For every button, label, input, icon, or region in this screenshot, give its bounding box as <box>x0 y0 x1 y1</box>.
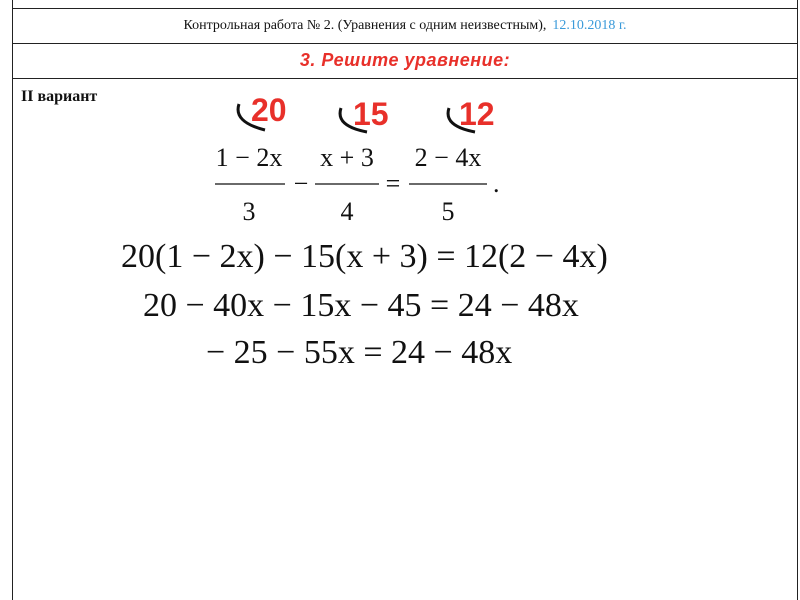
equation-period: . <box>493 169 500 198</box>
task-title: 3. Решите уравнение: <box>299 49 511 70</box>
solution-step-1: 20(1 − 2x) − 15(x + 3) = 12(2 − 4x) <box>121 238 608 275</box>
fraction-2-numerator: x + 3 <box>320 143 374 172</box>
fraction-1-denominator: 3 <box>242 197 256 226</box>
operator-equals: = <box>385 169 401 198</box>
fraction-1-numerator: 1 − 2x <box>215 143 283 172</box>
operator-minus: − <box>293 169 309 198</box>
fraction-equation <box>213 140 513 230</box>
header-row <box>13 8 797 44</box>
multiplier-1: 20 <box>251 92 287 128</box>
fraction-2-denominator: 4 <box>340 197 354 226</box>
multiplier-3: 12 <box>459 96 495 132</box>
fraction-3-denominator: 5 <box>441 197 455 226</box>
header-title: Контрольная работа № 2. (Уравнения с одним неизвестным), <box>183 18 547 33</box>
task-row <box>13 42 797 79</box>
multiplier-2: 15 <box>353 96 389 132</box>
variant-label: II вариант <box>21 88 98 105</box>
header-date: 12.10.2018 г. <box>552 18 627 33</box>
worksheet-table <box>12 0 798 600</box>
fraction-3-numerator: 2 − 4x <box>414 143 482 172</box>
solution-step-2: 20 − 40x − 15x − 45 = 24 − 48x <box>143 287 579 324</box>
solution-step-3: − 25 − 55x = 24 − 48x <box>206 334 513 371</box>
